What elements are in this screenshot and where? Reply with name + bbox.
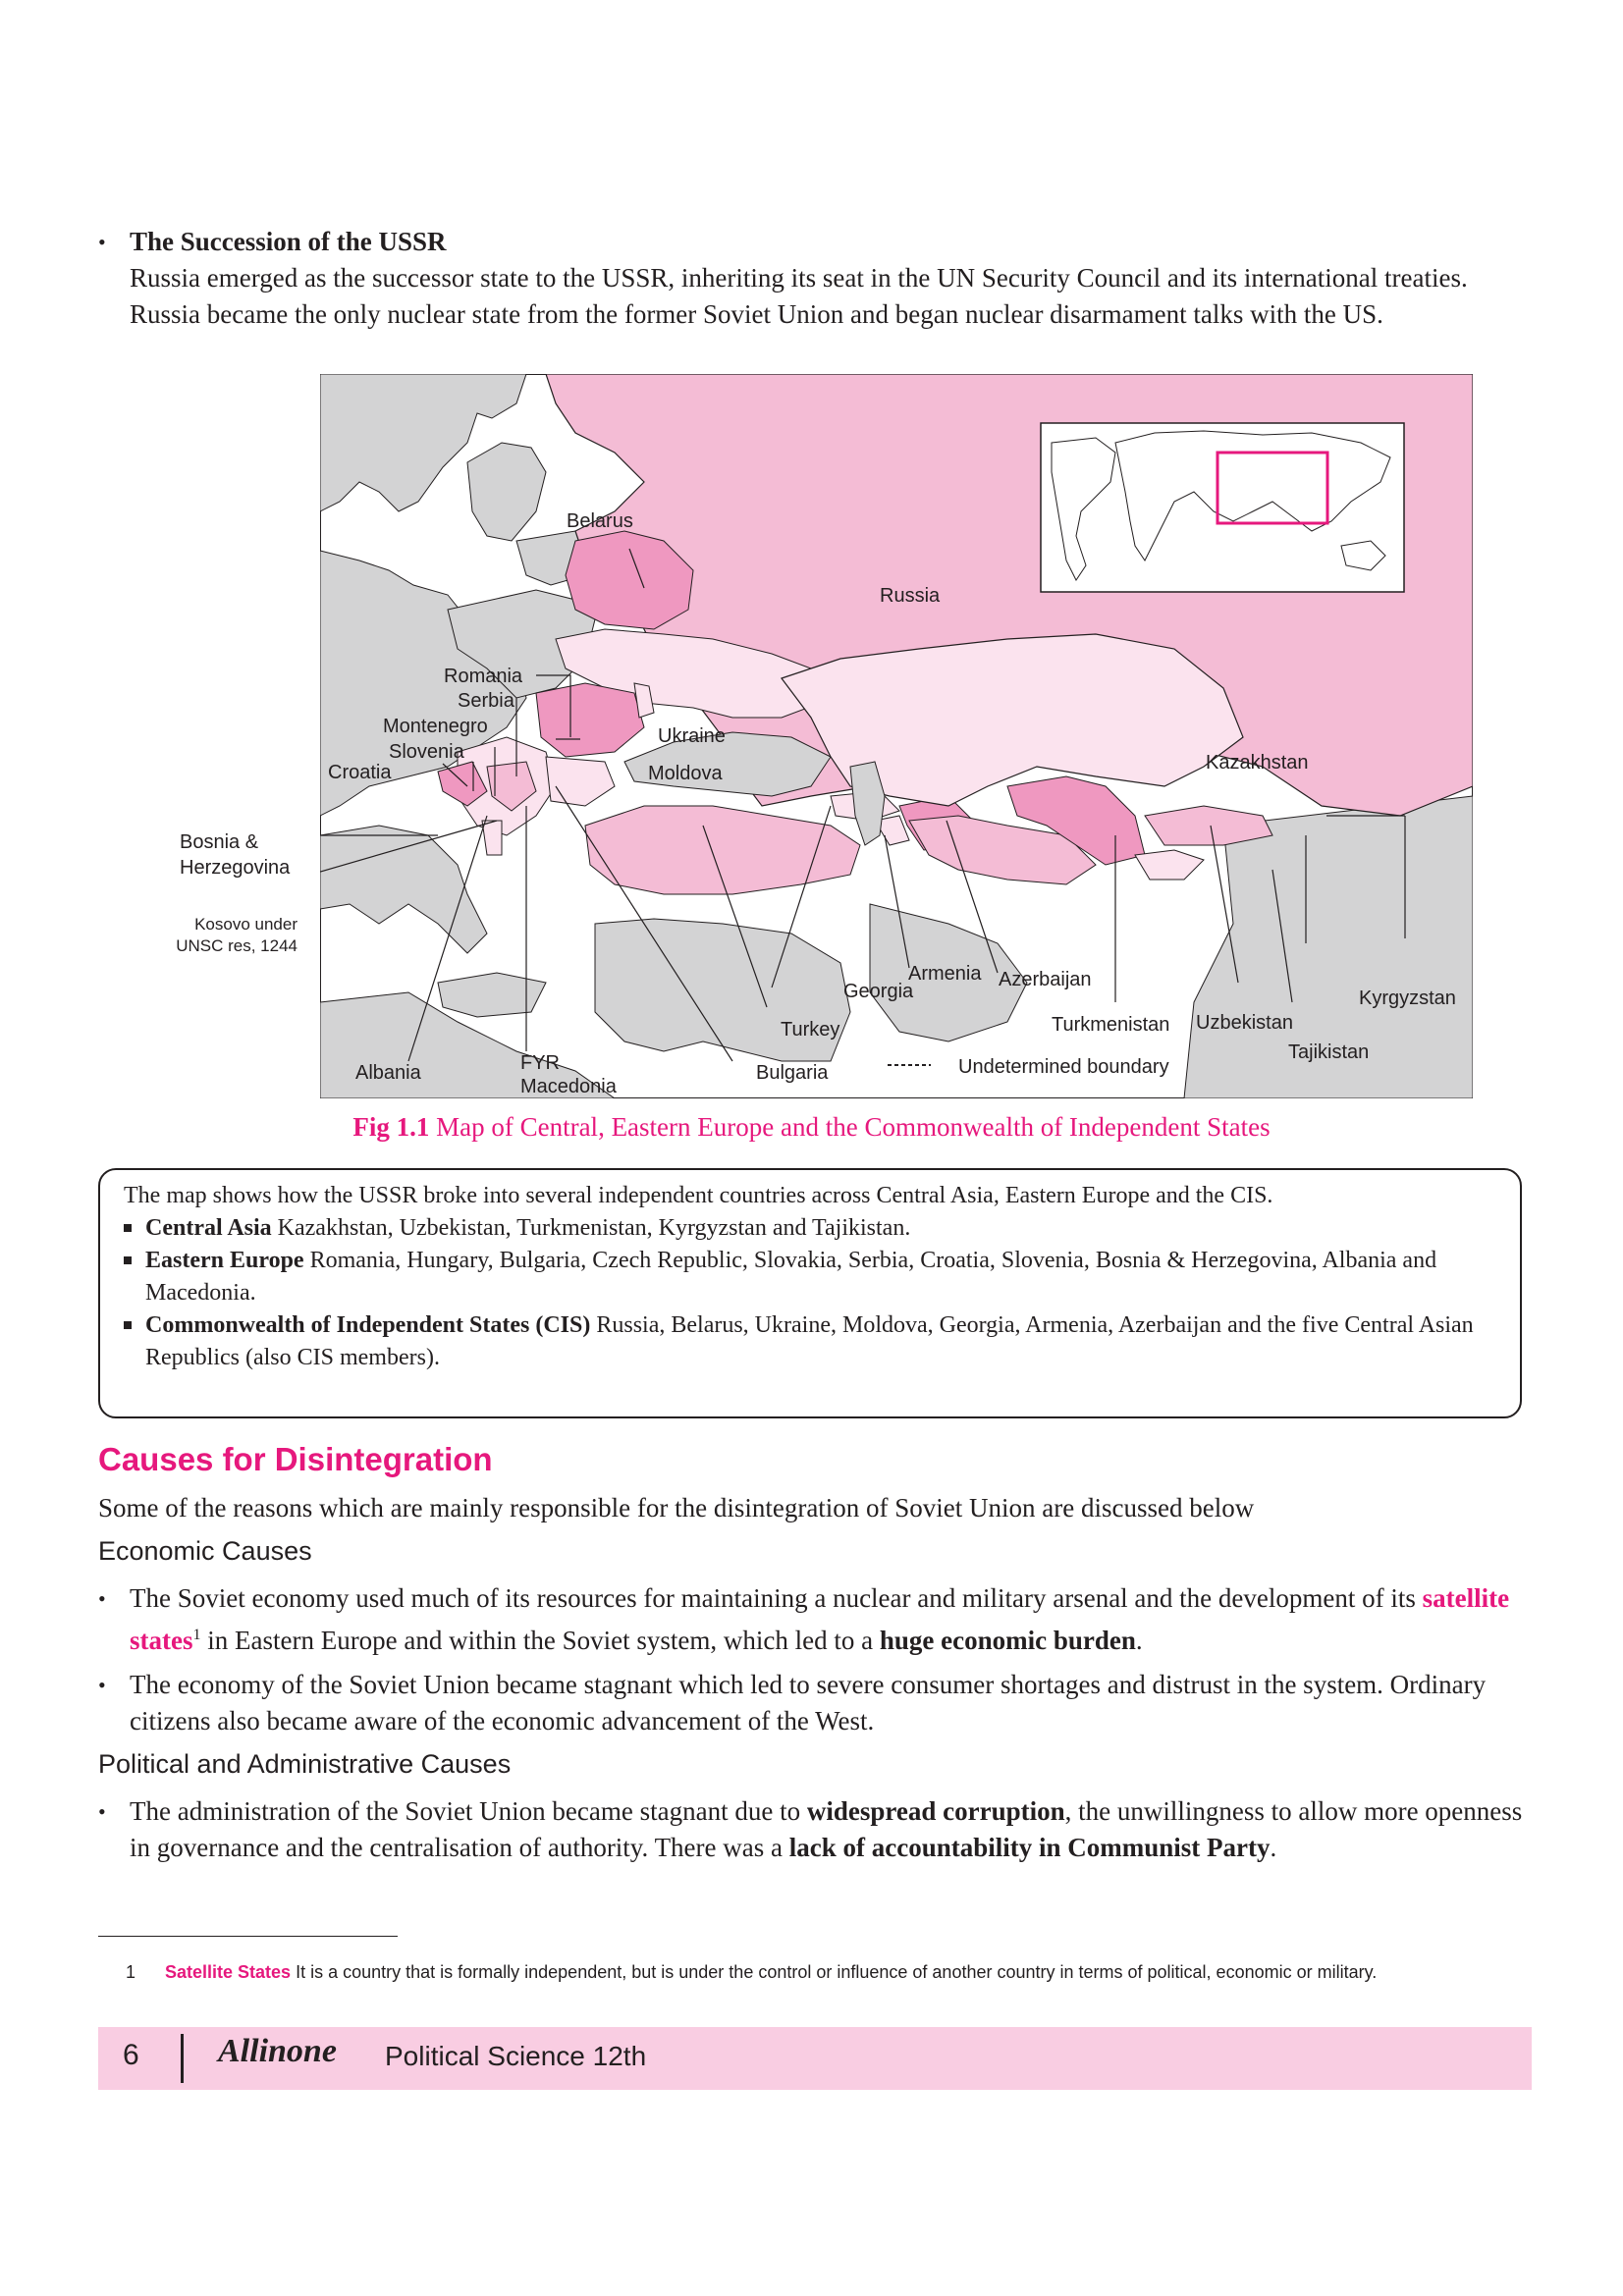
satellite-states-term: satellite states — [130, 1583, 1510, 1655]
label-bosnia-line2: Herzegovina — [180, 857, 291, 879]
info-intro: The map shows how the USSR broke into several independent countries across Central Asia, Eastern Europe and the CIS. — [124, 1183, 1273, 1208]
info-text: Russia, Belarus, Ukraine, Moldova, Georgia, Armenia, Azerbaijan and the five Central Asian Republics (also CIS members). — [145, 1312, 1474, 1370]
label-turkmenistan: Turkmenistan — [1052, 1014, 1170, 1036]
label-fyr: FYR — [520, 1052, 560, 1074]
footnote-text: It is a country that is formally independent, but is under the control or influence of another country in terms of political, economic or military. — [291, 1962, 1378, 1982]
bullet-marker: • — [98, 1586, 106, 1611]
figure-number: Fig 1.1 — [352, 1112, 430, 1142]
info-box — [98, 1168, 1522, 1418]
square-bullet — [124, 1321, 132, 1329]
footnote — [98, 1959, 1522, 1985]
bullet-marker: • — [98, 230, 106, 254]
label-belarus: Belarus — [567, 510, 633, 532]
info-term: Eastern Europe — [145, 1248, 304, 1273]
label-uzbekistan: Uzbekistan — [1196, 1012, 1293, 1034]
bullet-marker: • — [98, 1673, 106, 1697]
bullet-marker: • — [98, 1799, 106, 1824]
info-term: Central Asia — [145, 1215, 272, 1241]
label-bosnia-line1: Bosnia & — [180, 831, 259, 853]
label-montenegro: Montenegro — [383, 716, 488, 737]
label-ukraine: Ukraine — [658, 725, 726, 747]
footnote-ref: 1 — [192, 1627, 201, 1643]
footer-separator — [181, 2034, 184, 2083]
emphasis: huge economic burden — [879, 1626, 1136, 1655]
political-causes-list — [98, 1793, 1542, 1874]
square-bullet — [124, 1256, 132, 1264]
label-kyrgyzstan: Kyrgyzstan — [1359, 988, 1456, 1009]
label-turkey: Turkey — [781, 1019, 840, 1041]
list-item — [98, 1667, 1542, 1739]
label-kosovo-line2: UNSC res, 1244 — [176, 936, 298, 955]
label-romania: Romania — [444, 666, 523, 687]
label-tajikistan: Tajikistan — [1288, 1041, 1370, 1063]
item-text: in Eastern Europe and within the Soviet system, which led to a — [200, 1626, 880, 1655]
item-text: The administration of the Soviet Union became stagnant due to — [130, 1796, 807, 1826]
label-croatia: Croatia — [328, 762, 392, 783]
figure-caption-text: Map of Central, Eastern Europe and the Commonwealth of Independent States — [436, 1112, 1271, 1142]
section-heading: Causes for Disintegration — [98, 1441, 493, 1477]
succession-text: Russia emerged as the successor state to the USSR, inheriting its seat in the UN Security Council and its international treaties. Russia became the only nuclear state from the former Soviet Union and began nuclear disarmament talks with the US. — [130, 263, 1468, 329]
label-albania: Albania — [355, 1062, 421, 1084]
economic-causes-heading: Economic Causes — [98, 1536, 312, 1566]
item-text: . — [1135, 1626, 1143, 1655]
label-armenia: Armenia — [908, 963, 982, 985]
label-bosnia — [180, 829, 290, 881]
square-bullet — [124, 1224, 132, 1232]
label-bulgaria: Bulgaria — [756, 1062, 829, 1084]
brand-logo: Allinone — [218, 2033, 337, 2069]
info-item — [124, 1309, 1502, 1374]
footnote-body — [165, 1959, 1522, 1985]
item-text: . — [1270, 1833, 1277, 1862]
legend-label: Undetermined boundary — [958, 1056, 1169, 1078]
footnote-number: 1 — [126, 1962, 136, 1982]
list-item — [98, 1793, 1542, 1866]
succession-title: The Succession of the USSR — [130, 227, 447, 256]
item-text: The economy of the Soviet Union became stagnant which led to severe consumer shortages and distrust in the system. Ordinary citizens also became aware of the economic advancement of the West. — [130, 1670, 1487, 1735]
info-item — [124, 1245, 1502, 1309]
book-title: Political Science 12th — [385, 2041, 647, 2071]
map-figure — [320, 374, 1473, 1098]
info-text: Kazakhstan, Uzbekistan, Turkmenistan, Kyrgyzstan and Tajikistan. — [271, 1215, 911, 1241]
label-kosovo-line1: Kosovo under — [194, 915, 298, 934]
item-text: , the unwillingness to allow more openness in governance and the centralisation of authority. There was a — [130, 1796, 1523, 1862]
footnote-term: Satellite States — [165, 1962, 292, 1982]
label-serbia: Serbia — [458, 690, 514, 712]
info-term: Commonwealth of Independent States (CIS) — [145, 1312, 591, 1338]
political-causes-heading: Political and Administrative Causes — [98, 1749, 512, 1779]
list-item — [98, 1580, 1542, 1659]
inset-world-map — [1041, 423, 1404, 592]
economic-causes-list — [98, 1580, 1542, 1747]
emphasis: widespread corruption — [806, 1796, 1065, 1826]
info-text: Romania, Hungary, Bulgaria, Czech Republic, Slovakia, Serbia, Croatia, Slovenia, Bosnia & Herzegovina, Albania and Macedonia. — [145, 1248, 1437, 1306]
item-text: The Soviet economy used much of its resources for maintaining a nuclear and military arsenal and the development of its — [130, 1583, 1423, 1613]
label-slovenia: Slovenia — [389, 741, 464, 763]
land-greece-islands — [438, 973, 546, 1017]
label-macedonia: Macedonia — [520, 1076, 617, 1097]
label-kosovo — [160, 914, 298, 957]
label-kazakhstan: Kazakhstan — [1206, 752, 1309, 774]
label-azerbaijan: Azerbaijan — [999, 969, 1092, 990]
emphasis: lack of accountability in Communist Party — [788, 1833, 1271, 1862]
label-georgia: Georgia — [843, 981, 914, 1002]
footnote-rule — [98, 1936, 398, 1937]
figure-caption — [0, 1112, 1623, 1143]
label-moldova: Moldova — [648, 763, 723, 784]
succession-section — [98, 224, 1542, 333]
page-number: 6 — [123, 2039, 139, 2071]
section-intro: Some of the reasons which are mainly responsible for the disintegration of Soviet Union are discussed below — [98, 1493, 1255, 1522]
label-russia: Russia — [880, 585, 941, 607]
info-item — [124, 1212, 1502, 1245]
